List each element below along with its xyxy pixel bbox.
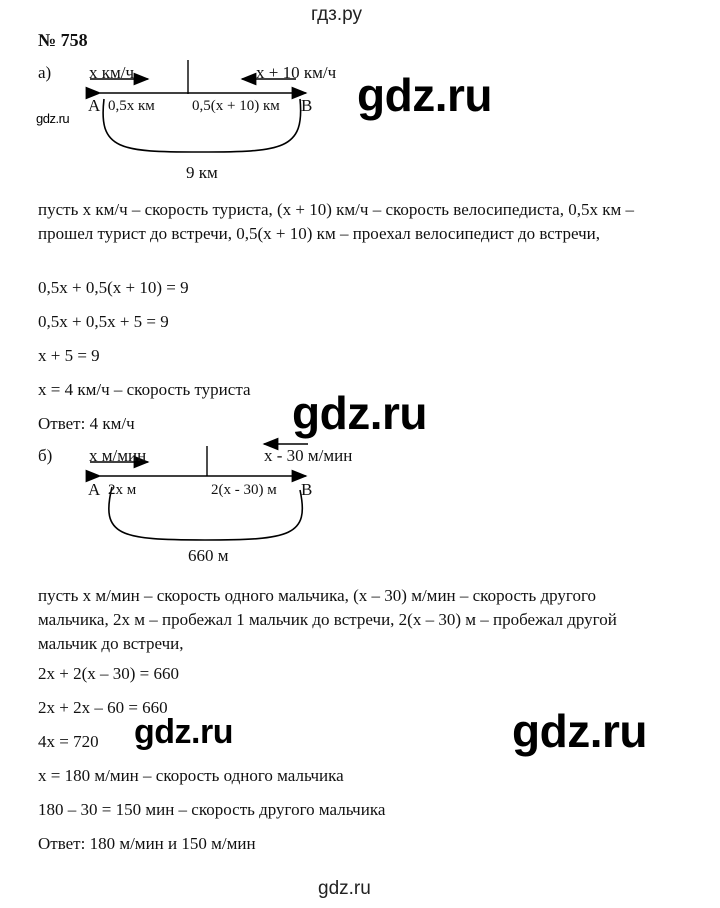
a-seg-left: 0,5x км: [108, 98, 155, 114]
b-speed-right: x - 30 м/мин: [264, 446, 353, 465]
watermark-small: gdz.ru: [36, 111, 70, 126]
site-header: гдз.ру: [311, 4, 363, 25]
problem-number: № 758: [38, 30, 88, 50]
b-point-b: B: [301, 480, 313, 499]
part-b-label: б): [38, 446, 53, 465]
b-seg-right: 2(x - 30) м: [211, 482, 277, 498]
site-footer: gdz.ru: [318, 878, 371, 899]
a-total: 9 км: [186, 163, 218, 182]
b-explanation: пусть x м/мин – скорость одного мальчика, (x – 30) м/мин – скорость другого мальчика, 2x м – пробежал 1 мальчик до встречи, 2(x – 30) м – пробежал другой мальчик до встречи,: [38, 586, 617, 653]
a-eq2: 0,5x + 0,5x + 5 = 9: [38, 312, 169, 331]
b-eq5: 180 – 30 = 150 мин – скорость другого мальчика: [38, 800, 386, 819]
a-eq4: x = 4 км/ч – скорость туриста: [38, 380, 251, 399]
b-point-a: A: [88, 480, 101, 499]
b-answer: Ответ: 180 м/мин и 150 м/мин: [38, 834, 256, 853]
part-a-label: а): [38, 63, 52, 82]
b-speed-left: x м/мин: [89, 446, 147, 465]
b-eq2: 2x + 2x – 60 = 660: [38, 698, 168, 717]
a-speed-right: x + 10 км/ч: [256, 63, 337, 82]
a-eq3: x + 5 = 9: [38, 346, 100, 365]
a-answer: Ответ: 4 км/ч: [38, 414, 135, 433]
a-speed-left: x км/ч: [89, 63, 135, 82]
b-eq4: x = 180 м/мин – скорость одного мальчика: [38, 766, 344, 785]
a-eq1: 0,5x + 0,5(x + 10) = 9: [38, 278, 189, 297]
a-point-a: A: [88, 96, 101, 115]
watermark-middle: gdz.ru: [292, 387, 427, 439]
b-eq1: 2x + 2(x – 30) = 660: [38, 664, 179, 683]
b-seg-left: 2x м: [108, 482, 137, 498]
watermark-bottom-left: gdz.ru: [134, 713, 233, 751]
b-eq3: 4x = 720: [38, 732, 99, 751]
a-explanation: пусть x км/ч – скорость туриста, (x + 10) км/ч – скорость велосипедиста, 0,5x км – прошел турист до встречи, 0,5(x + 10) км – проехал велосипедист до встречи,: [38, 200, 634, 243]
watermark-bottom-right: gdz.ru: [512, 705, 647, 757]
b-total: 660 м: [188, 546, 229, 565]
watermark-top: gdz.ru: [357, 69, 492, 121]
a-seg-right: 0,5(x + 10) км: [192, 98, 280, 114]
a-point-b: B: [301, 96, 313, 115]
